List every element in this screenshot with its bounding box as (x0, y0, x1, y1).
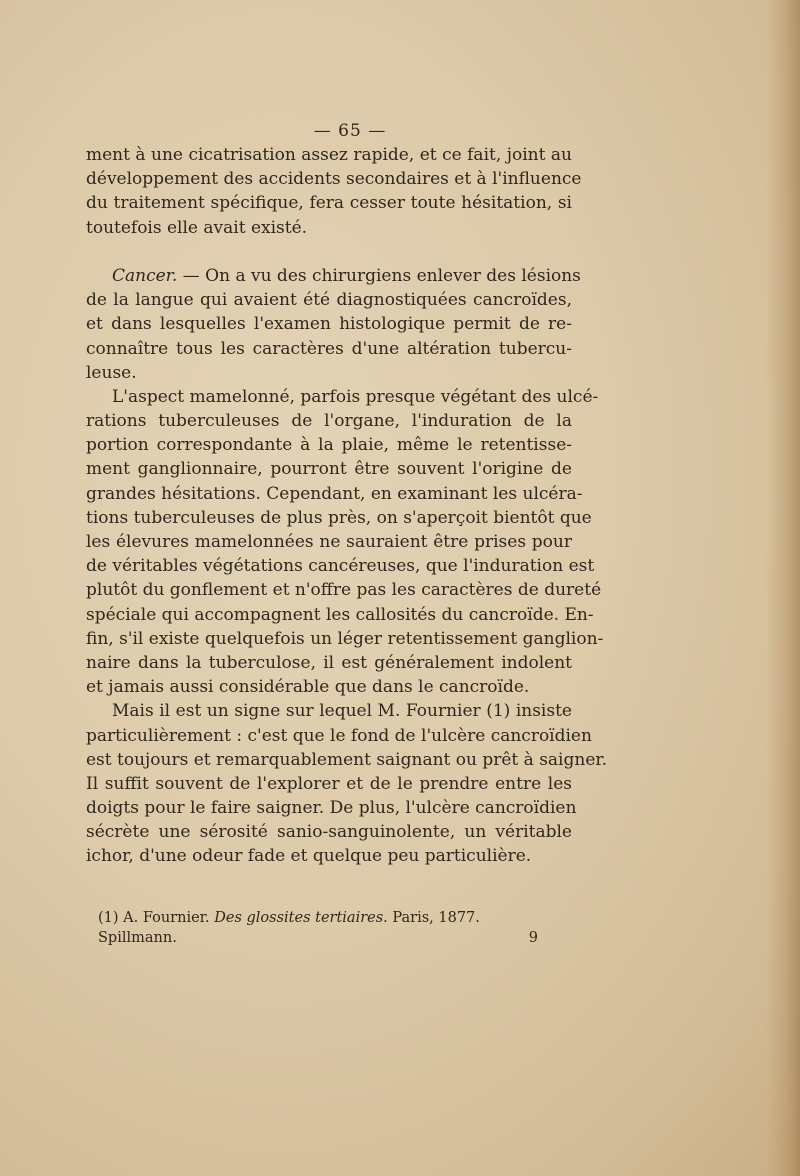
text-fragment: — On a vu des chirurgiens enlever des lésions (177, 265, 581, 286)
footnote-suffix: Paris, 1877. (387, 910, 480, 926)
footnote-citation (98, 908, 568, 928)
page-number: — 65 — (313, 121, 387, 141)
text-line: ment à une cicatrisation assez rapide, et ce fait, joint au (86, 145, 572, 165)
signature-mark: 9 (528, 930, 538, 946)
text-line (86, 264, 581, 288)
text-line: et jamais aussi considérable que dans le cancroïde. (86, 677, 530, 698)
text-line: particulièrement : c'est que le fond de l'ulcère cancroïdien (86, 725, 592, 746)
page-edge-shading (766, 0, 800, 1176)
paragraph-gap (86, 240, 572, 264)
text-line: connaître tous les caractères d'une altération tubercu- (86, 338, 572, 359)
signature-row (98, 928, 538, 948)
footnote (98, 908, 568, 948)
text-line: leuse. (86, 362, 137, 383)
signature-name: Spillmann. (98, 930, 177, 946)
text-line: sécrète une sérosité sanio-sanguinolente, un véritable (86, 822, 572, 843)
text-line: ment ganglionnaire, pourront être souvent l'origine de (86, 459, 572, 480)
footnote-prefix: (1) A. Fournier. (98, 910, 215, 926)
body-text (86, 143, 608, 869)
text-line: Il suffit souvent de l'explorer et de le prendre entre les (86, 773, 572, 794)
text-line: doigts pour le faire saigner. De plus, l'ulcère cancroïdien (86, 798, 577, 819)
text-line: est toujours et remarquablement saignant ou prêt à saigner. (86, 749, 608, 770)
text-line: de véritables végétations cancéreuses, que l'induration est (86, 556, 595, 577)
text-line: de la langue qui avaient été diagnostiquées cancroïdes, (86, 290, 572, 311)
text-line: grandes hésitations. Cependant, en examinant les ulcéra- (86, 483, 583, 504)
text-line: naire dans la tuberculose, il est généralement indolent (86, 652, 572, 673)
text-line: ichor, d'une odeur fade et quelque peu particulière. (86, 846, 532, 867)
footnote-title: Des glossites tertiaires. (214, 910, 388, 926)
text-line: Mais il est un signe sur lequel M. Fournier (1) insiste (112, 701, 572, 722)
text-line: L'aspect mamelonné, parfois presque végétant des ulcé- (112, 386, 599, 407)
text-line: rations tuberculeuses de l'organe, l'induration de la (86, 411, 572, 432)
text-line: développement des accidents secondaires et à l'influence (86, 169, 582, 190)
text-line: portion correspondante à la plaie, même le retentisse- (86, 435, 572, 456)
text-line: tions tuberculeuses de plus près, on s'aperçoit bientôt que (86, 507, 592, 528)
text-line: plutôt du gonflement et n'offre pas les caractères de dureté (86, 580, 602, 601)
section-heading-cancer: Cancer. (112, 265, 178, 286)
text-line: toutefois elle avait existé. (86, 217, 308, 238)
text-line: spéciale qui accompagnent les callosités du cancroïde. En- (86, 604, 594, 625)
text-line: et dans lesquelles l'examen histologique permit de re- (86, 314, 572, 335)
text-line: fin, s'il existe quelquefois un léger retentissement ganglion- (86, 628, 604, 649)
text-line: les élevures mamelonnées ne sauraient être prises pour (86, 532, 572, 552)
text-line: du traitement spécifique, fera cesser toute hésitation, si (86, 193, 572, 214)
